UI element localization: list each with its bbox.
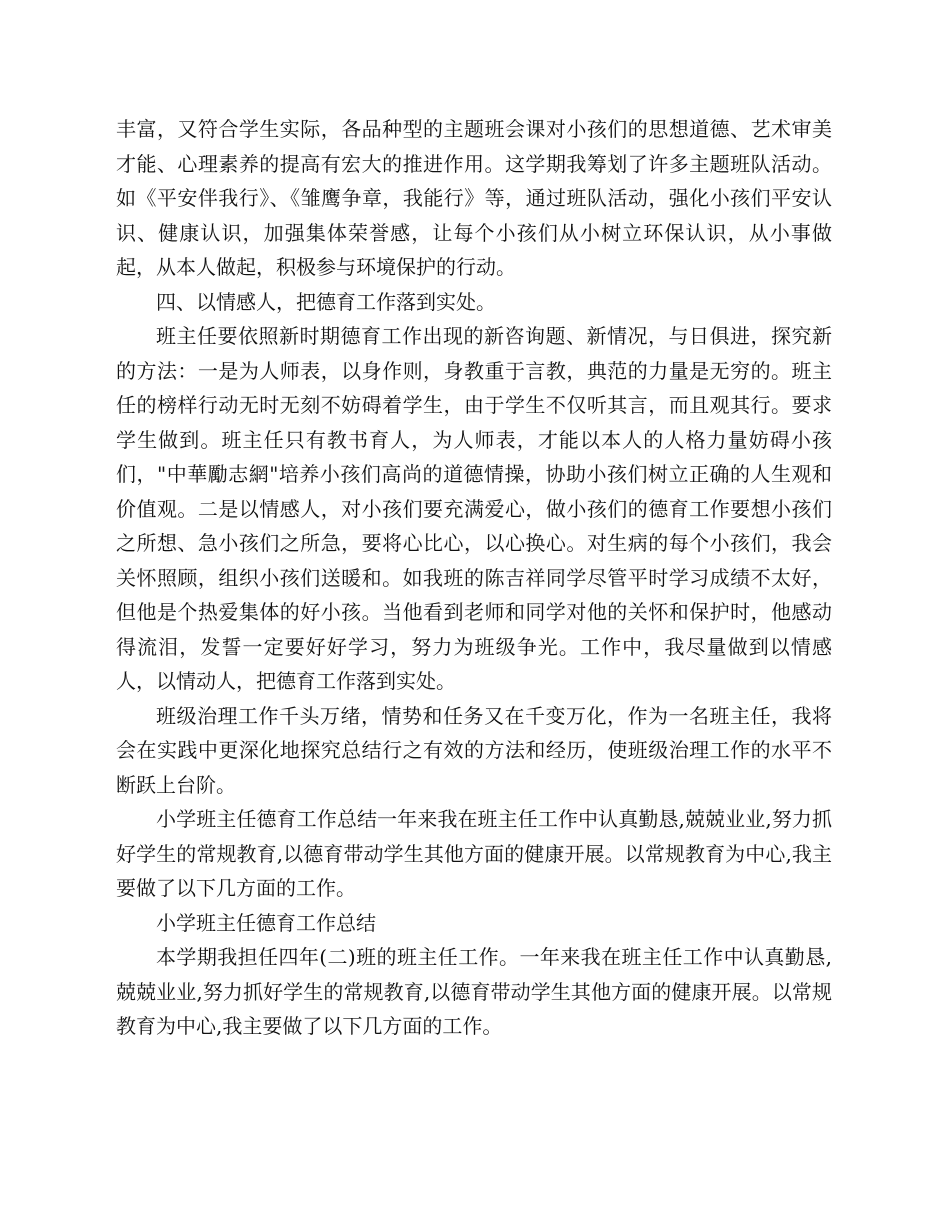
document-body [116, 112, 832, 1044]
paragraph-5: 小学班主任德育工作总结一年来我在班主任工作中认真勤恳,兢兢业业,努力抓好学生的常规教育,以德育带动学生其他方面的健康开展。以常规教育为中心,我主要做了以下几方面的工作。 [116, 807, 832, 900]
paragraph-3: 班主任要依照新时期德育工作出现的新咨询题、新情况，与日俱进，探究新的方法：一是为人师表，以身作则，身教重于言教，典范的力量是无穷的。班主任的榜样行动无时无刻不妨碍着学生，由于学生不仅听其言，而且观其行。要求学生做到。班主任只有教书育人，为人师表，才能以本人的人格力量妨碍小孩们，"中華勵志網"培养小孩们高尚的道德情操，协助小孩们树立正确的人生观和价值观。二是以情感人，对小孩们要充满爱心，做小孩们的德育工作要想小孩们之所想、急小孩们之所急，要将心比心，以心换心。对生病的每个小孩们，我会关怀照顾，组织小孩们送暖和。如我班的陈吉祥同学尽管平时学习成绩不太好，但他是个热爱集体的好小孩。当他看到老师和同学对他的关怀和保护时，他感动得流泪，发誓一定要好好学习，努力为班级争光。工作中，我尽量做到以情感人，以情动人，把德育工作落到实处。 [116, 324, 832, 693]
paragraph-7: 本学期我担任四年(二)班的班主任工作。一年来我在班主任工作中认真勤恳,兢兢业业,努力抓好学生的常规教育,以德育带动学生其他方面的健康开展。以常规教育为中心,我主要做了以下几方面的工作。 [116, 945, 832, 1038]
paragraph-1: 丰富，又符合学生实际，各品种型的主题班会课对小孩们的思想道德、艺术审美才能、心理素养的提高有宏大的推进作用。这学期我筹划了许多主题班队活动。如《平安伴我行》、《雏鹰争章，我能行》等，通过班队活动，强化小孩们平安认识、健康认识，加强集体荣誉感，让每个小孩们从小树立环保认识，从小事做起，从本人做起，积极参与环境保护的行动。 [116, 117, 832, 279]
paragraph-2-heading: 四、以情感人，把德育工作落到实处。 [156, 289, 496, 314]
paragraph-6-heading: 小学班主任德育工作总结 [156, 910, 376, 935]
paragraph-4: 班级治理工作千头万绪，情势和任务又在千变万化，作为一名班主任，我将会在实践中更深化地探究总结行之有效的方法和经历，使班级治理工作的水平不断跃上台阶。 [116, 703, 832, 797]
